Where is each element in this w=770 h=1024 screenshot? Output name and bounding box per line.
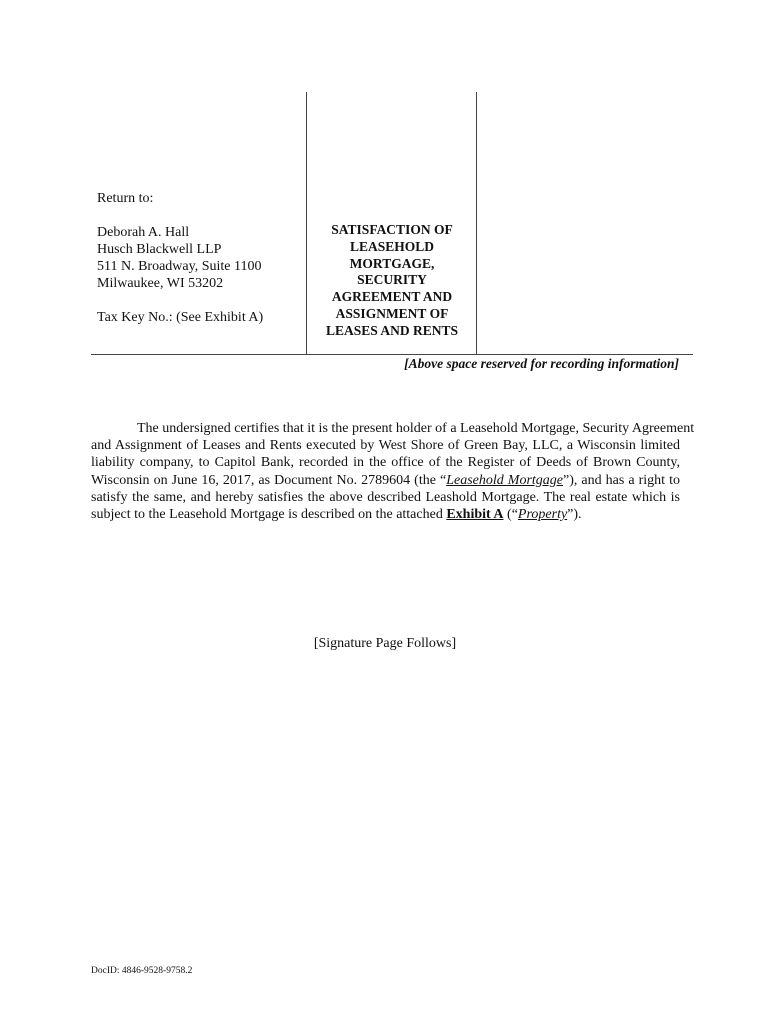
body-text-segment: ”), and has a right to	[563, 472, 681, 488]
body-text-segment: subject to the Leasehold Mortgage is described on the attached	[91, 507, 447, 523]
tax-key: Tax Key No.: (See Exhibit A)	[97, 310, 264, 325]
body-line	[91, 506, 680, 523]
return-name: Deborah A. Hall	[97, 225, 190, 240]
title-line: SECURITY	[357, 272, 427, 288]
title-line: MORTGAGE,	[349, 255, 435, 271]
body-line: The undersigned certifies that it is the present holder of a Leasehold Mortgage, Security Agreement	[137, 421, 695, 436]
body-line: satisfy the same, and hereby satisfies the above described Leashold Mortgage. The real estate which is	[91, 489, 680, 505]
return-street: 511 N. Broadway, Suite 1100	[97, 259, 262, 274]
body-line	[91, 472, 680, 489]
title-line: LEASES AND RENTS	[325, 322, 459, 338]
body-paragraph	[91, 420, 695, 523]
header-divider-left	[306, 92, 307, 354]
title-line: LEASEHOLD	[349, 238, 435, 254]
body-text-segment: (“	[503, 507, 518, 523]
return-address-block	[97, 190, 302, 326]
title-line: ASSIGNMENT OF	[335, 305, 449, 321]
title-line: SATISFACTION OF	[331, 222, 453, 237]
signature-page-follows: [Signature Page Follows]	[313, 636, 457, 651]
doc-id-footer: DocID: 4846-9528-9758.2	[91, 966, 193, 976]
defined-term-property: Property	[517, 507, 568, 523]
body-text-segment: Wisconsin on June 16, 2017, as Document No. 2789604 (the “	[91, 472, 447, 488]
return-firm: Husch Blackwell LLP	[97, 242, 222, 257]
header-divider-right	[476, 92, 477, 354]
body-line: and Assignment of Leases and Rents executed by West Shore of Green Bay, LLC, a Wisconsin limited	[91, 438, 680, 454]
return-to-heading: Return to:	[97, 191, 154, 206]
title-line: AGREEMENT AND	[331, 289, 453, 305]
recording-reserved-note: [Above space reserved for recording information]	[404, 356, 679, 371]
body-line: liability company, to Capitol Bank, recorded in the office of the Register of Deeds of Brown County,	[91, 455, 680, 471]
body-text-segment: ”).	[567, 507, 582, 523]
return-city: Milwaukee, WI 53202	[97, 276, 224, 291]
defined-term-leasehold-mortgage: Leasehold Mortgage	[446, 472, 563, 488]
header-bottom-rule	[91, 354, 693, 355]
document-title	[312, 222, 472, 340]
exhibit-a-reference: Exhibit A	[446, 507, 504, 523]
